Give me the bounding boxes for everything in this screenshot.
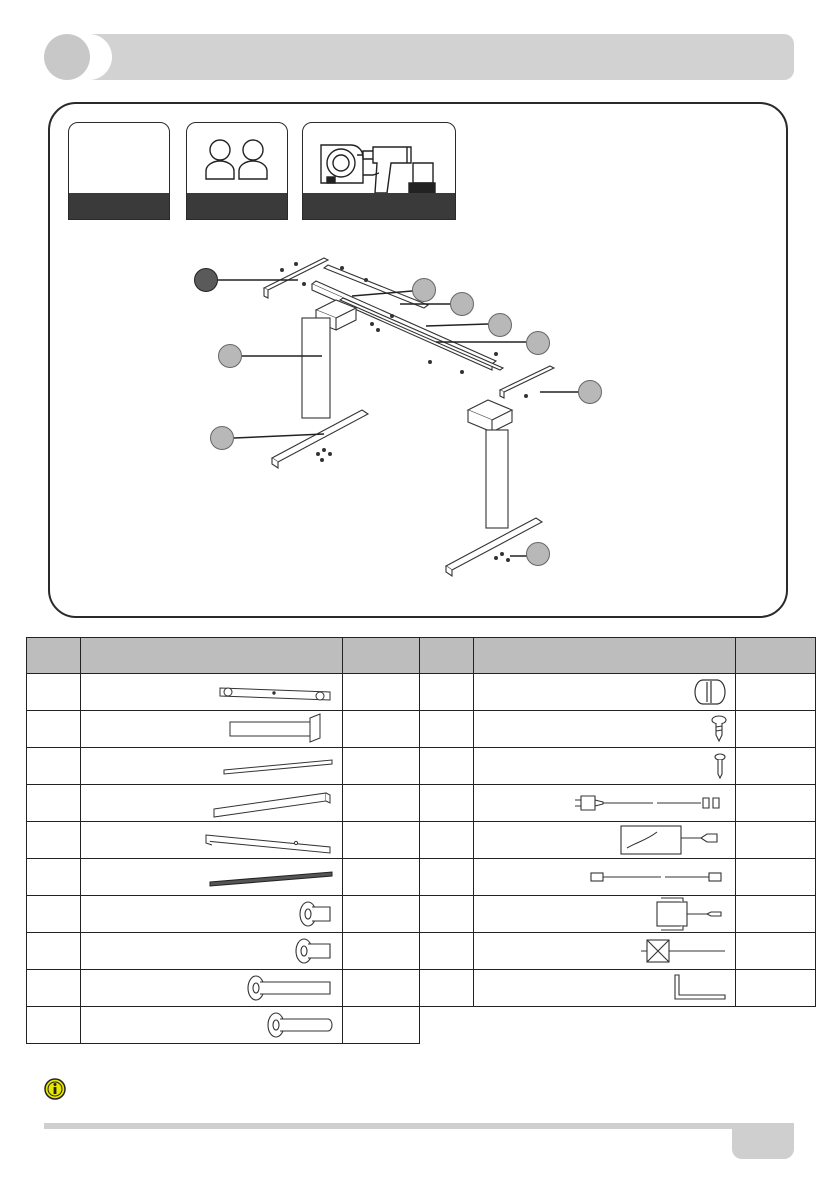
- side-rail-icon: [220, 756, 336, 776]
- crossbar-bracket-icon: [216, 680, 336, 704]
- small-screw-icon: [711, 752, 729, 780]
- long-bolt-icon: [244, 973, 336, 1003]
- short-bolt-icon: [292, 936, 336, 966]
- header-no: [27, 638, 81, 674]
- callout-marker: [210, 426, 234, 450]
- info-icon: [44, 1078, 66, 1100]
- table-row: [27, 748, 816, 785]
- header-qty: [342, 638, 420, 674]
- control-box-icon: [619, 822, 729, 858]
- leg-column-icon: [226, 712, 336, 746]
- extension-beam-icon: [202, 825, 336, 855]
- slotted-rail-icon: [206, 866, 336, 888]
- parts-list-table: [26, 637, 816, 1044]
- table-row: [27, 970, 816, 1007]
- table-row: [27, 785, 816, 822]
- table-row: [27, 896, 816, 933]
- callout-marker: [488, 313, 512, 337]
- hand-controller-icon: [653, 896, 729, 932]
- beam-bracket-icon: [210, 787, 336, 819]
- table-row: [27, 822, 816, 859]
- table-row: [27, 933, 816, 970]
- cable-tie-mount-icon: [639, 936, 729, 966]
- callout-marker: [578, 380, 602, 404]
- callout-marker: [450, 292, 474, 316]
- table-row: [27, 711, 816, 748]
- header-qty: [736, 638, 816, 674]
- table-row: [27, 1007, 816, 1044]
- cable-grommet-icon: [689, 676, 729, 708]
- allen-key-icon: [669, 973, 729, 1003]
- callout-marker: [194, 268, 218, 292]
- callout-marker: [526, 542, 550, 566]
- header-part: [80, 638, 342, 674]
- table-row: [27, 859, 816, 896]
- page-number-tab: [732, 1123, 794, 1159]
- power-cable-icon: [573, 792, 729, 814]
- callout-marker: [412, 278, 436, 302]
- footer-rule: [44, 1123, 794, 1129]
- motor-cable-icon: [589, 867, 729, 887]
- header-part: [474, 638, 736, 674]
- table-header-row: [27, 638, 816, 674]
- callout-marker: [526, 331, 550, 355]
- header-no: [420, 638, 474, 674]
- callout-marker: [218, 344, 242, 368]
- medium-bolt-icon: [264, 1010, 336, 1040]
- table-row: [27, 674, 816, 711]
- wood-screw-icon: [709, 714, 729, 744]
- short-bolt-icon: [296, 899, 336, 929]
